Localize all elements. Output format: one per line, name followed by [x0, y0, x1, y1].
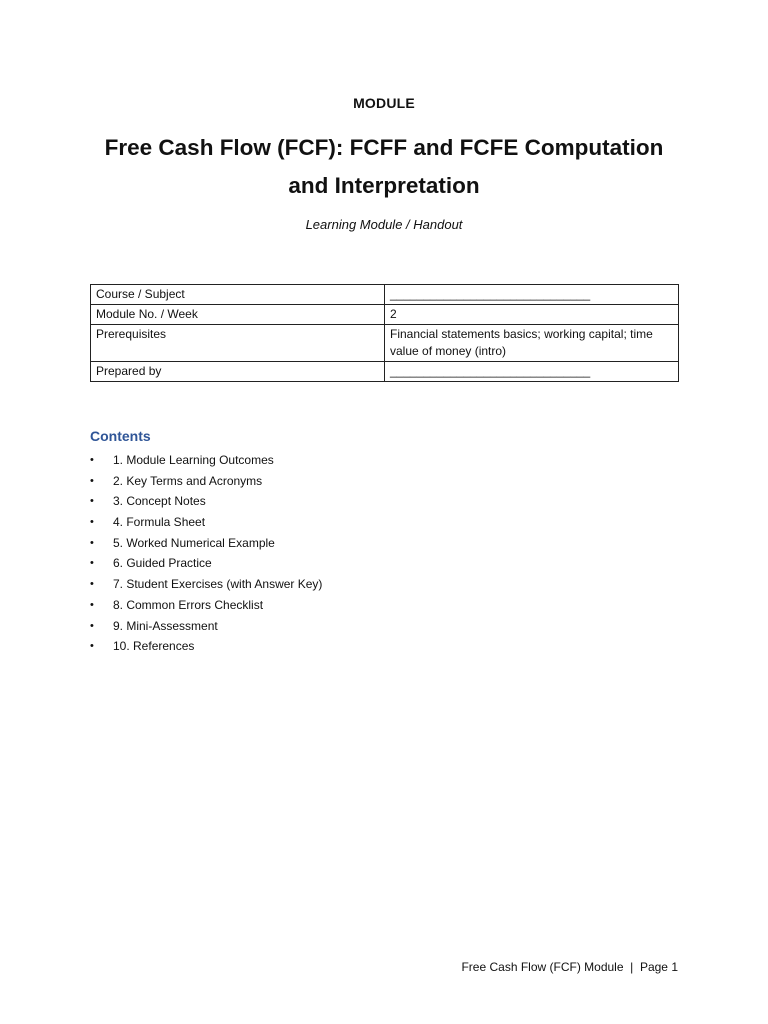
table-row	[91, 362, 679, 382]
list-item-label: 5. Worked Numerical Example	[113, 535, 275, 550]
list-item-label: 8. Common Errors Checklist	[113, 597, 264, 612]
document-subtitle: Learning Module / Handout	[305, 217, 463, 232]
list-item	[90, 595, 322, 616]
list-item-label: 2. Key Terms and Acronyms	[113, 473, 263, 488]
bullet-icon: •	[90, 640, 94, 653]
table-row	[91, 305, 679, 325]
list-item	[90, 574, 322, 595]
bullet-icon: •	[90, 495, 94, 508]
bullet-icon: •	[90, 619, 94, 632]
bullet-icon: •	[90, 474, 94, 487]
list-item-label: 4. Formula Sheet	[113, 515, 206, 530]
table-row	[91, 285, 679, 305]
list-item-label: 1. Module Learning Outcomes	[113, 453, 274, 467]
contents-list	[90, 450, 322, 657]
table-row	[91, 325, 679, 362]
row-label: Course / Subject	[91, 285, 385, 305]
row-value: 2	[385, 305, 679, 325]
list-item	[90, 553, 322, 574]
bullet-icon: •	[90, 536, 94, 549]
row-label: Prepared by	[91, 362, 385, 382]
bullet-icon: •	[90, 516, 94, 529]
bullet-icon: •	[90, 578, 94, 591]
bullet-icon: •	[90, 454, 94, 466]
bullet-icon: •	[90, 557, 94, 570]
list-item-label: 7. Student Exercises (with Answer Key)	[113, 577, 323, 592]
list-item-label: 9. Mini-Assessment	[113, 618, 218, 633]
row-label: Module No. / Week	[91, 305, 385, 325]
row-value: ______________________________	[385, 285, 679, 305]
list-item	[90, 512, 322, 533]
list-item	[90, 471, 322, 492]
list-item	[90, 636, 322, 657]
module-label: MODULE	[353, 95, 415, 111]
list-item-label: 6. Guided Practice	[113, 556, 212, 571]
row-value: Financial statements basics; working capital; time value of money (intro)	[385, 325, 679, 362]
list-item	[90, 616, 322, 637]
row-value: ______________________________	[385, 362, 679, 382]
document-title: Free Cash Flow (FCF): FCFF and FCFE Computation and Interpretation	[104, 135, 664, 198]
bullet-icon: •	[90, 598, 94, 611]
list-item	[90, 533, 322, 554]
page-footer: Free Cash Flow (FCF) Module | Page 1	[461, 960, 678, 974]
module-info-table	[90, 284, 679, 382]
list-item-label: 3. Concept Notes	[113, 494, 206, 509]
contents-heading: Contents	[90, 428, 151, 444]
list-item	[90, 491, 322, 512]
row-label: Prerequisites	[91, 325, 385, 362]
list-item-label: 10. References	[113, 639, 195, 654]
list-item	[90, 450, 322, 471]
